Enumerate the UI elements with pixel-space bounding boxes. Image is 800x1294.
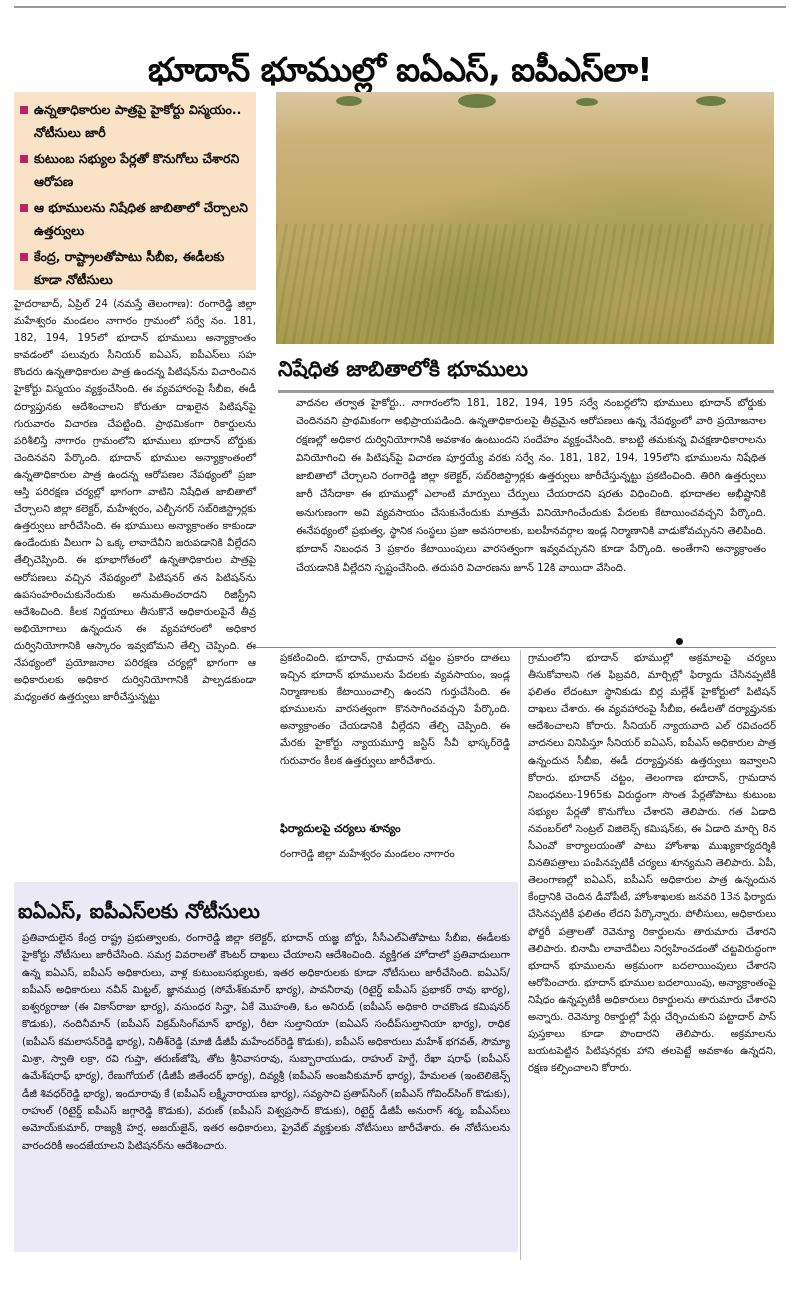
article-paragraph: ప్రకటించింది. భూదాన్, గ్రామదాన చట్టం ప్రకారం దాతలు ఇచ్చిన భూదాన్ భూములను పేదలకు వ్యవసాయం, ఇండ్ల నిర్మాణాలకు కేటాయించాల్సి ఉందని గుర్తుచేసింది. ఈ భూములను వారసత్వంగా కొనసాగించవచ్చని పేర్కొంది. అన్యాక్రాంతం చేయడానికి వీల్లేదని తేల్చి చెప్పింది. ఈ మేరకు హైకోర్టు న్యాయమూర్తి జస్టిస్ సీవీ భాస్కర్‌రెడ్డి గురువారం కీలక ఉత్తర్వులు జారీచేశారు. xyxy=(280,653,510,767)
bullet-dot-icon xyxy=(676,638,683,645)
highlight-text: కుటుంబ సభ్యుల పేర్లతో కొనుగోలు చేశారని ఆరోపణ xyxy=(34,151,240,189)
highlight-text: ఆ భూములను నిషేధిత జాబితాలో చేర్చాలని ఉత్తర్వులు xyxy=(34,200,248,238)
sub-box-paragraph: వాదనల తర్వాత హైకోర్టు.. నాగారంలోని 181, 182, 194, 195 సర్వే నంబర్లలోని భూములు భూదాన్ బోర్డుకు చెందినవని ప్రాథమికంగా అభిప్రాయపడింది. ఉన్నతాధికారులపై తీవ్రమైన ఆరోపణలు ఉన్న నేపథ్యంలో వారి ప్రయోజనాల రక్షణల్లో అధికార దుర్వినియోగానికి అవకాశం ఉంటుందని సందేహం వ్యక్తంచేసింది. కాబట్టి తమకున్న విచక్షణాధికారాలను వినియోగించి ఈ పిటిషన్‌పై విచారణ పూర్తయ్యే వరకు సర్వే నం. 181, 182, 194, 195లోని భూములను నిషేధిత జాబితాలో చేర్చాలని రంగారెడ్డి జిల్లా కలెక్టర్, సబ్‌రిజిస్ట్రార్లకు ఉత్తర్వులు జారీచేస్తున్నట్టు ప్రకటించింది. తిరిగి ఉత్తర్వులు జారీ చేసేదాకా ఈ భూముల్లో ఎలాంటి మార్పులు చేర్పులు చేయరాదని షరతు విధించింది. భూదాతల అభీష్టానికి అనుగుణంగా అవి వ్యవసాయం చేసుకునేందుకు మాత్రమే వినియోగించేందుకు పేదలకు కేటాయించవచ్చని పేర్కొంది. ఈనేపథ్యంలో ప్రభుత్వ, స్థానిక సంస్థలు ప్రజా అవసరాలకు, బలహీనవర్గాల ఇండ్ల నిర్మాణానికి వాడుకోవచ్చునని తెలిపింది. భూదాన్ నిబంధన 3 ప్రకారం కేటాయింపులు వారసత్వంగా ఇవ్వవచ్చునని కూడా పేర్కొంది. అంతేగాని అన్యాక్రాంతం చేయడానికి వీల్లేదని స్పష్టంచేసింది. తదుపరి విచారణను జూన్ 12కి వాయిదా వేసింది. xyxy=(296,398,766,574)
square-bullet-icon xyxy=(20,253,28,261)
notice-paragraph: ప్రతివాదులైన కేంద్ర రాష్ట్ర ప్రభుత్వాలకు, రంగారెడ్డి జిల్లా కలెక్టర్, భూదాన్ యజ్ఞ బోర్డు, సీసీఎల్ఏతోపాటు సీబీఐ, ఈడీలకు హైకోర్టు నోటీసులు జారీచేసింది. సమగ్ర వివరాలతో కౌంటర్ దాఖలు చేయాలని ఆదేశించింది. వ్యక్తిగత హోదాలో ప్రతివాదులుగా ఉన్న ఐఏఎస్, ఐపీఎస్ అధికారులు, వాళ్ల కుటుంబసభ్యులకు, ఇతర అధికారులకు కూడా నోటీసులు జారీచేసింది. ఐఏఎస్/ఐపీఎస్ అధికారులు నవీన్ మిట్టల్, జ్ఞానముద్ర (సోమేశ్‌కుమార్ భార్య), పావనీరావు (రిటైర్డ్ ఐపీఎస్ ప్రభాకర్ రావు భార్య), ఐశ్వర్యరాజు (ఈ వికాస్‌రాజు భార్య), వసుంధర సిన్హా, ఏకే మొహంతి, ఓం అనిరుద్ (ఐపీఎస్ అధికారి రాచకొండ కమిషనర్ కొడుకు), నందినీమాన్ (ఐపీఎస్ విక్రమ్‌సింగ్‌మాన్ భార్య), రీటా సుల్తానియా (ఐఏఎస్ సందీప్‌సుల్తానియా భార్య), రాధిక (ఐపీఎస్ కమలాసన్‌రెడ్డి భార్య), నితీశ్‌రెడ్డి (మాజీ డీజీపీ మహేందర్‌రెడ్డి కొడుకు), ఐపీఎస్ అధికారులు మహేశ్ భగవత్, సౌమ్యా మిశ్రా, స్వాతి లక్రా, రవి గుప్తా, తరుణ్‌జోషి, తోట శ్రీనివాసరావు, సుబ్బారాయుడు, రాహుల్ హెగ్డే, రేఖా షరాఫ్ (ఐపీఎస్ ఉమేశ్‌షరాఫ్ భార్య), రేణుగోయల్ (డీజీపీ జితేందర్ భార్య), దివ్యశ్రీ (ఐపీఎస్ అంజనీకుమార్ భార్య), హేమలత (ఇంటెలిజెన్స్ డీజీ శివధర్‌రెడ్డి భార్య), ఇందూరావు కే (ఐపీఎస్ లక్ష్మీనారాయణ భార్య), సవ్యసాచి ప్రతాప్‌సింగ్ (ఐపీఎస్ గోవింద్‌సింగ్ కొడుకు), రాహుల్ (రిటైర్డ్ ఐపీఎస్ జగ్గారెడ్డి కొడుకు), వరుణ్ (ఐపీఎస్ విశ్వప్రసాద్ కొడుకు), రిటైర్డ్ డీజీపీ అనురాగ్ శర్మ, ఐపీఎస్‌లు అమోయ్‌కుమార్, రాజ్యశ్రీ హర్ష, అజయ్‌జైన్, ఇతర అధికారులు, ప్రైవేట్ వ్యక్తులకు నోటీసులు జారీచేశారు. ఈ నోటీసులను వారందరికీ అందజేయాలని పిటిషనర్‌ను ఆదేశించారు. xyxy=(22,933,510,1152)
highlights-box xyxy=(14,92,256,290)
highlight-item xyxy=(20,98,250,144)
column-rule xyxy=(520,650,521,1260)
highlight-text: ఉన్నతాధికారుల పాత్రపై హైకోర్టు విస్మయం.. నోటీసులు జారీ xyxy=(34,102,242,140)
middle-column xyxy=(280,650,510,770)
middle-subheading: ఫిర్యాదులపై చర్యలు శూన్యం xyxy=(280,822,401,835)
left-column xyxy=(14,296,256,706)
highlight-item xyxy=(20,196,250,242)
square-bullet-icon xyxy=(20,106,28,114)
highlight-item xyxy=(20,245,250,291)
section-divider xyxy=(256,647,776,648)
notice-title: ఐఏఎస్, ఐపీఎస్‌లకు నోటీసులు xyxy=(18,899,260,923)
article-paragraph: రంగారెడ్డి జిల్లా మహేశ్వరం మండలం నాగారం xyxy=(280,849,455,860)
headline: భూదాన్ భూముల్లో ఐఏఎస్, ఐపీఎస్‌లా! xyxy=(148,50,652,90)
land-photo xyxy=(276,92,774,344)
middle-column-continued xyxy=(280,846,510,863)
top-rule xyxy=(14,6,786,8)
square-bullet-icon xyxy=(20,155,28,163)
notice-body xyxy=(22,930,510,1155)
square-bullet-icon xyxy=(20,204,28,212)
highlight-item xyxy=(20,147,250,193)
sub-box xyxy=(278,393,774,631)
subheading: నిషేధిత జాబితాలోకి భూములు xyxy=(278,357,529,381)
article-paragraph: గ్రామంలోని భూదాన్ భూముల్లో అక్రమాలపై చర్యలు తీసుకోవాలని గత ఫిబ్రవరి, మార్చిల్లో ఫిర్యాదు చేసినప్పటికీ ఫలితం లేదంటూ స్థానికుడు బిర్ల మల్లేశ్ హైకోర్టులో పిటిషన్ దాఖలు చేశారు. ఈ వ్యవహారంపై సీబీఐ, ఈడీలతో దర్యాప్తునకు ఆదేశించాలని కోరారు. సీనియర్ న్యాయవాది ఎల్ రవిచందర్ వాదనలు వినిపిస్తూ సీనియర్ ఐఏఎస్, ఐపీఎస్ అధికారుల పాత్ర ఉన్నందున సీబీఐ, ఈడీ దర్యాప్తునకు ఉత్తర్వులు ఇవ్వాలని కోరారు. భూదాన్ చట్టం, తెలంగాణ భూదాన్, గ్రామదాన నిబంధనలు-1965కు విరుద్ధంగా సొంత పేర్లతోపాటు కుటుంబ సభ్యుల పేర్లతో కొనుగోలు చేశారని తెలిపారు. గత ఏడాది నవంబర్‌లో సెంట్రల్ విజిలెన్స్ కమిషన్‌కు, ఈ ఏడాది మార్చి 8న సీఎంవో కార్యాలయంతో పాటు హోంశాఖ ముఖ్యకార్యదర్శికి వినతిపత్రాలు పంపినప్పటికీ చర్యలు శూన్యమని తెలిపారు. ఏపీ, తెలంగాణల్లో ఐఏఎస్, ఐపీఎస్ అధికారుల పాత్ర ఉన్నందున కేంద్రానికి చెందిన డీవోపీటీ, హోంశాఖలకు జనవరి 13న ఫిర్యాదు చేసినప్పటికీ ఫలితం లేదని పేర్కొన్నారు. పోలీసులు, అధికారులు ఫోర్జరీ పత్రాలతో రెవెన్యూ రికార్డులను తారుమారు చేశారని తెలిపారు. బినామీ లావాదేవీలు నిర్వహించడంతో చట్టవిరుద్ధంగా భూదాన్ భూములను అక్రమంగా బదలాయింపులు చేశారని ఆరోపించారు. భూదాన్ భూముల బదలాయింపు, అన్యాక్రాంతంపై నిషేధం ఉన్నప్పటికీ అధికారులు రికార్డులను తారుమారు చేశారని అన్నారు. రెవెన్యూ రికార్డుల్లో పేర్లు చేర్చించుకుని పట్టాదార్ పాస్ పుస్తకాలు కూడా పొందారని తెలిపారు. అక్రమాలను బయటపెట్టిన పిటిషనర్లకు హాని తలపెట్టే అవకాశం ఉన్నదని, రక్షణ కల్పించాలని కోరారు. xyxy=(528,653,776,1075)
highlight-text: కేంద్ర, రాష్ట్రాలతోపాటు సీబీఐ, ఈడీలకు కూడా నోటీసులు xyxy=(34,249,225,287)
article-paragraph: హైదరాబాద్, ఏప్రిల్ 24 (నమస్తే తెలంగాణ): రంగారెడ్డి జిల్లా మహేశ్వరం మండలం నాగారం గ్రామంలో సర్వే నం. 181, 182, 194, 195లో భూదాన్ భూములు అన్యాక్రాంతం కావడంలో పలువురు సీనియర్ ఐఏఎస్, ఐపీఎస్‌లు సహ కొందరు ఉన్నతాధికారుల పాత్ర ఉందన్న పిటిషన్‌ను విచారించిన హైకోర్టు విస్మయం వ్యక్తంచేసింది. ఈ వ్యవహారంపై సీబీఐ, ఈడీ దర్యాప్తునకు ఆదేశించాలని కోరుతూ దాఖలైన పిటిషన్‌పై గురువారం విచారణ చేపట్టింది. ప్రాథమికంగా రికార్డులను పరిశీలిస్తే నాగారం గ్రామంలోని భూములు భూదాన్ బోర్డుకు చెందినవని పేర్కొంది. భూదాన్ భూముల అన్యాక్రాంతంలో ఉన్నతాధికారుల పాత్ర ఉందన్న ఆరోపణల నేపథ్యంలో ప్రజా ఆస్తి పరిరక్షణ చర్యల్లో భాగంగా వాటిని నిషేధిత జాబితాలో చేర్చాలని జిల్లా కలెక్టర్, మహేశ్వరం, ఎల్బీనగర్ సబ్‌రిజిస్ట్రార్లకు ఉత్తర్వులు జారీచేసింది. ఈ భూములు అన్యాక్రాంతం కాకుండా ఉండేందుకు వీలుగా ఏ ఒక్క లావాదేవీని జరుపడానికి వీల్లేదని తేల్చిచెప్పింది. ఈ భూభాగోతంలో ఉన్నతాధికారుల పాత్రపై ఆరోపణలు వచ్చిన నేపథ్యంలో పిటిషనర్ తన పిటిషన్‌ను ఉపసంహరించుకునేందుకు అనుమతించరాదని రిజిస్ట్రీని ఆదేశించింది. కీలక నిర్ణయాలు తీసుకొనే అధికారులపైనే తీవ్ర అభియోగాలు ఉన్నందున ఈ వ్యవహారంలో అధికార దుర్వినియోగానికి ఆస్కారం ఇవ్వబోమని తేల్చి చెప్పింది. ఈ నేపథ్యంలో ప్రయోజనాల పరిరక్షణ చర్యల్లో భాగంగా ఆ అధికారులకు అధికార దుర్వినియోగానికి పాల్పడకుండా మధ్యంతర ఉత్తర్వులు జారీచేస్తున్నట్టు xyxy=(14,299,256,704)
right-column xyxy=(528,650,776,1077)
